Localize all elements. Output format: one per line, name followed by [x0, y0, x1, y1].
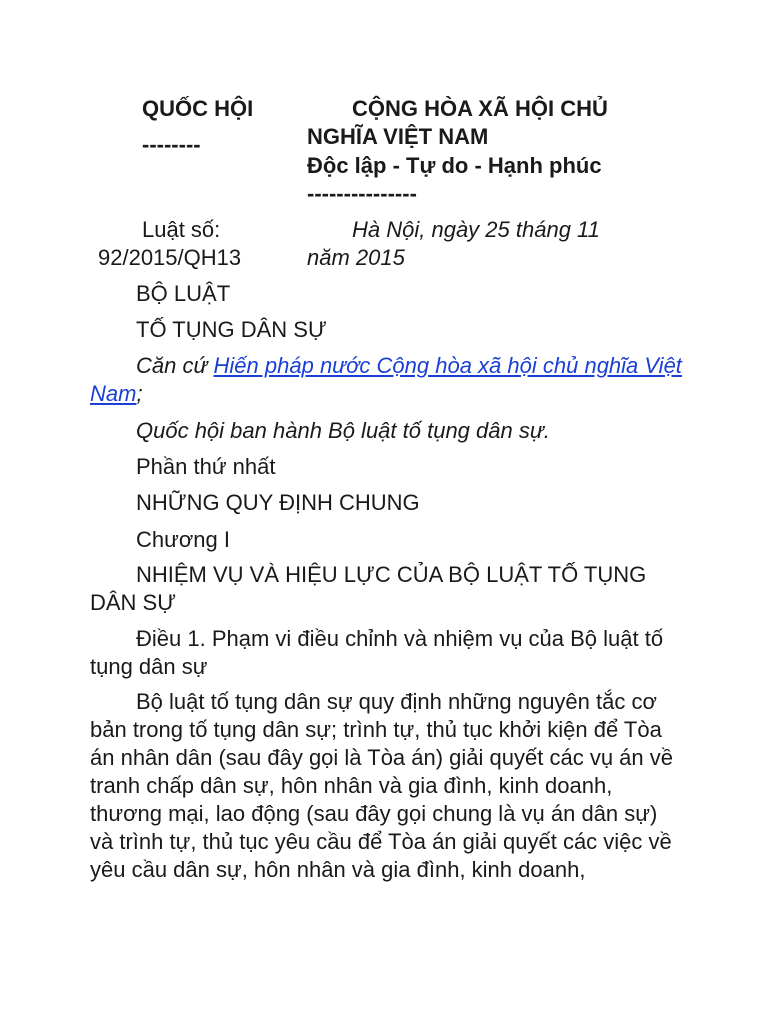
national-motto: Độc lập - Tự do - Hạnh phúc [307, 153, 602, 178]
constitution-link[interactable]: Hiến pháp nước Cộng hòa xã hội chủ nghĩa Việt Nam [90, 353, 682, 406]
chapter-label: Chương I [136, 527, 230, 552]
part-label: Phần thứ nhất [136, 454, 276, 479]
national-title-line2: NGHĨA VIỆT NAM [307, 124, 489, 149]
article-1-body: Bộ luật tố tụng dân sự quy định những nguyên tắc cơ bản trong tố tụng dân sự; trình tự, thủ tục khởi kiện để Tòa án nhân dân (sau đây gọi là Tòa án) giải quyết các vụ án về tranh chấp dân sự, hôn nhân và gia đình, kinh doanh, thương mại, lao động (sau đây gọi chung là vụ án dân sự) và trình tự, thủ tục yêu cầu để Tòa án giải quyết các việc về yêu cầu dân sự, hôn nhân và gia đình, kinh doanh, [90, 689, 673, 882]
part-title: NHỮNG QUY ĐỊNH CHUNG [136, 490, 420, 515]
motto-divider: --------------- [307, 181, 417, 206]
issuer-name: QUỐC HỘI [142, 96, 254, 121]
document-title-line1: BỘ LUẬT [136, 281, 231, 306]
document-title-line2: TỐ TỤNG DÂN SỰ [136, 317, 327, 342]
article-1-heading: Điều 1. Phạm vi điều chỉnh và nhiệm vụ của Bộ luật tố tụng dân sự [90, 626, 664, 679]
issue-date-line1: Hà Nội, ngày 25 tháng 11 [352, 217, 600, 242]
law-number: 92/2015/QH13 [98, 245, 242, 270]
basis-suffix: ; [136, 381, 143, 406]
law-number-label: Luật số: [142, 217, 221, 242]
basis-prefix: Căn cứ [136, 353, 214, 378]
chapter-title: NHIỆM VỤ VÀ HIỆU LỰC CỦA BỘ LUẬT TỐ TỤNG DÂN SỰ [90, 562, 647, 615]
issuer-divider: -------- [142, 132, 201, 157]
issue-date-line2: năm 2015 [307, 245, 405, 270]
preamble-enactment: Quốc hội ban hành Bộ luật tố tụng dân sự. [136, 418, 550, 443]
national-title-line1: CỘNG HÒA XÃ HỘI CHỦ [352, 96, 608, 121]
preamble-basis [90, 352, 690, 408]
